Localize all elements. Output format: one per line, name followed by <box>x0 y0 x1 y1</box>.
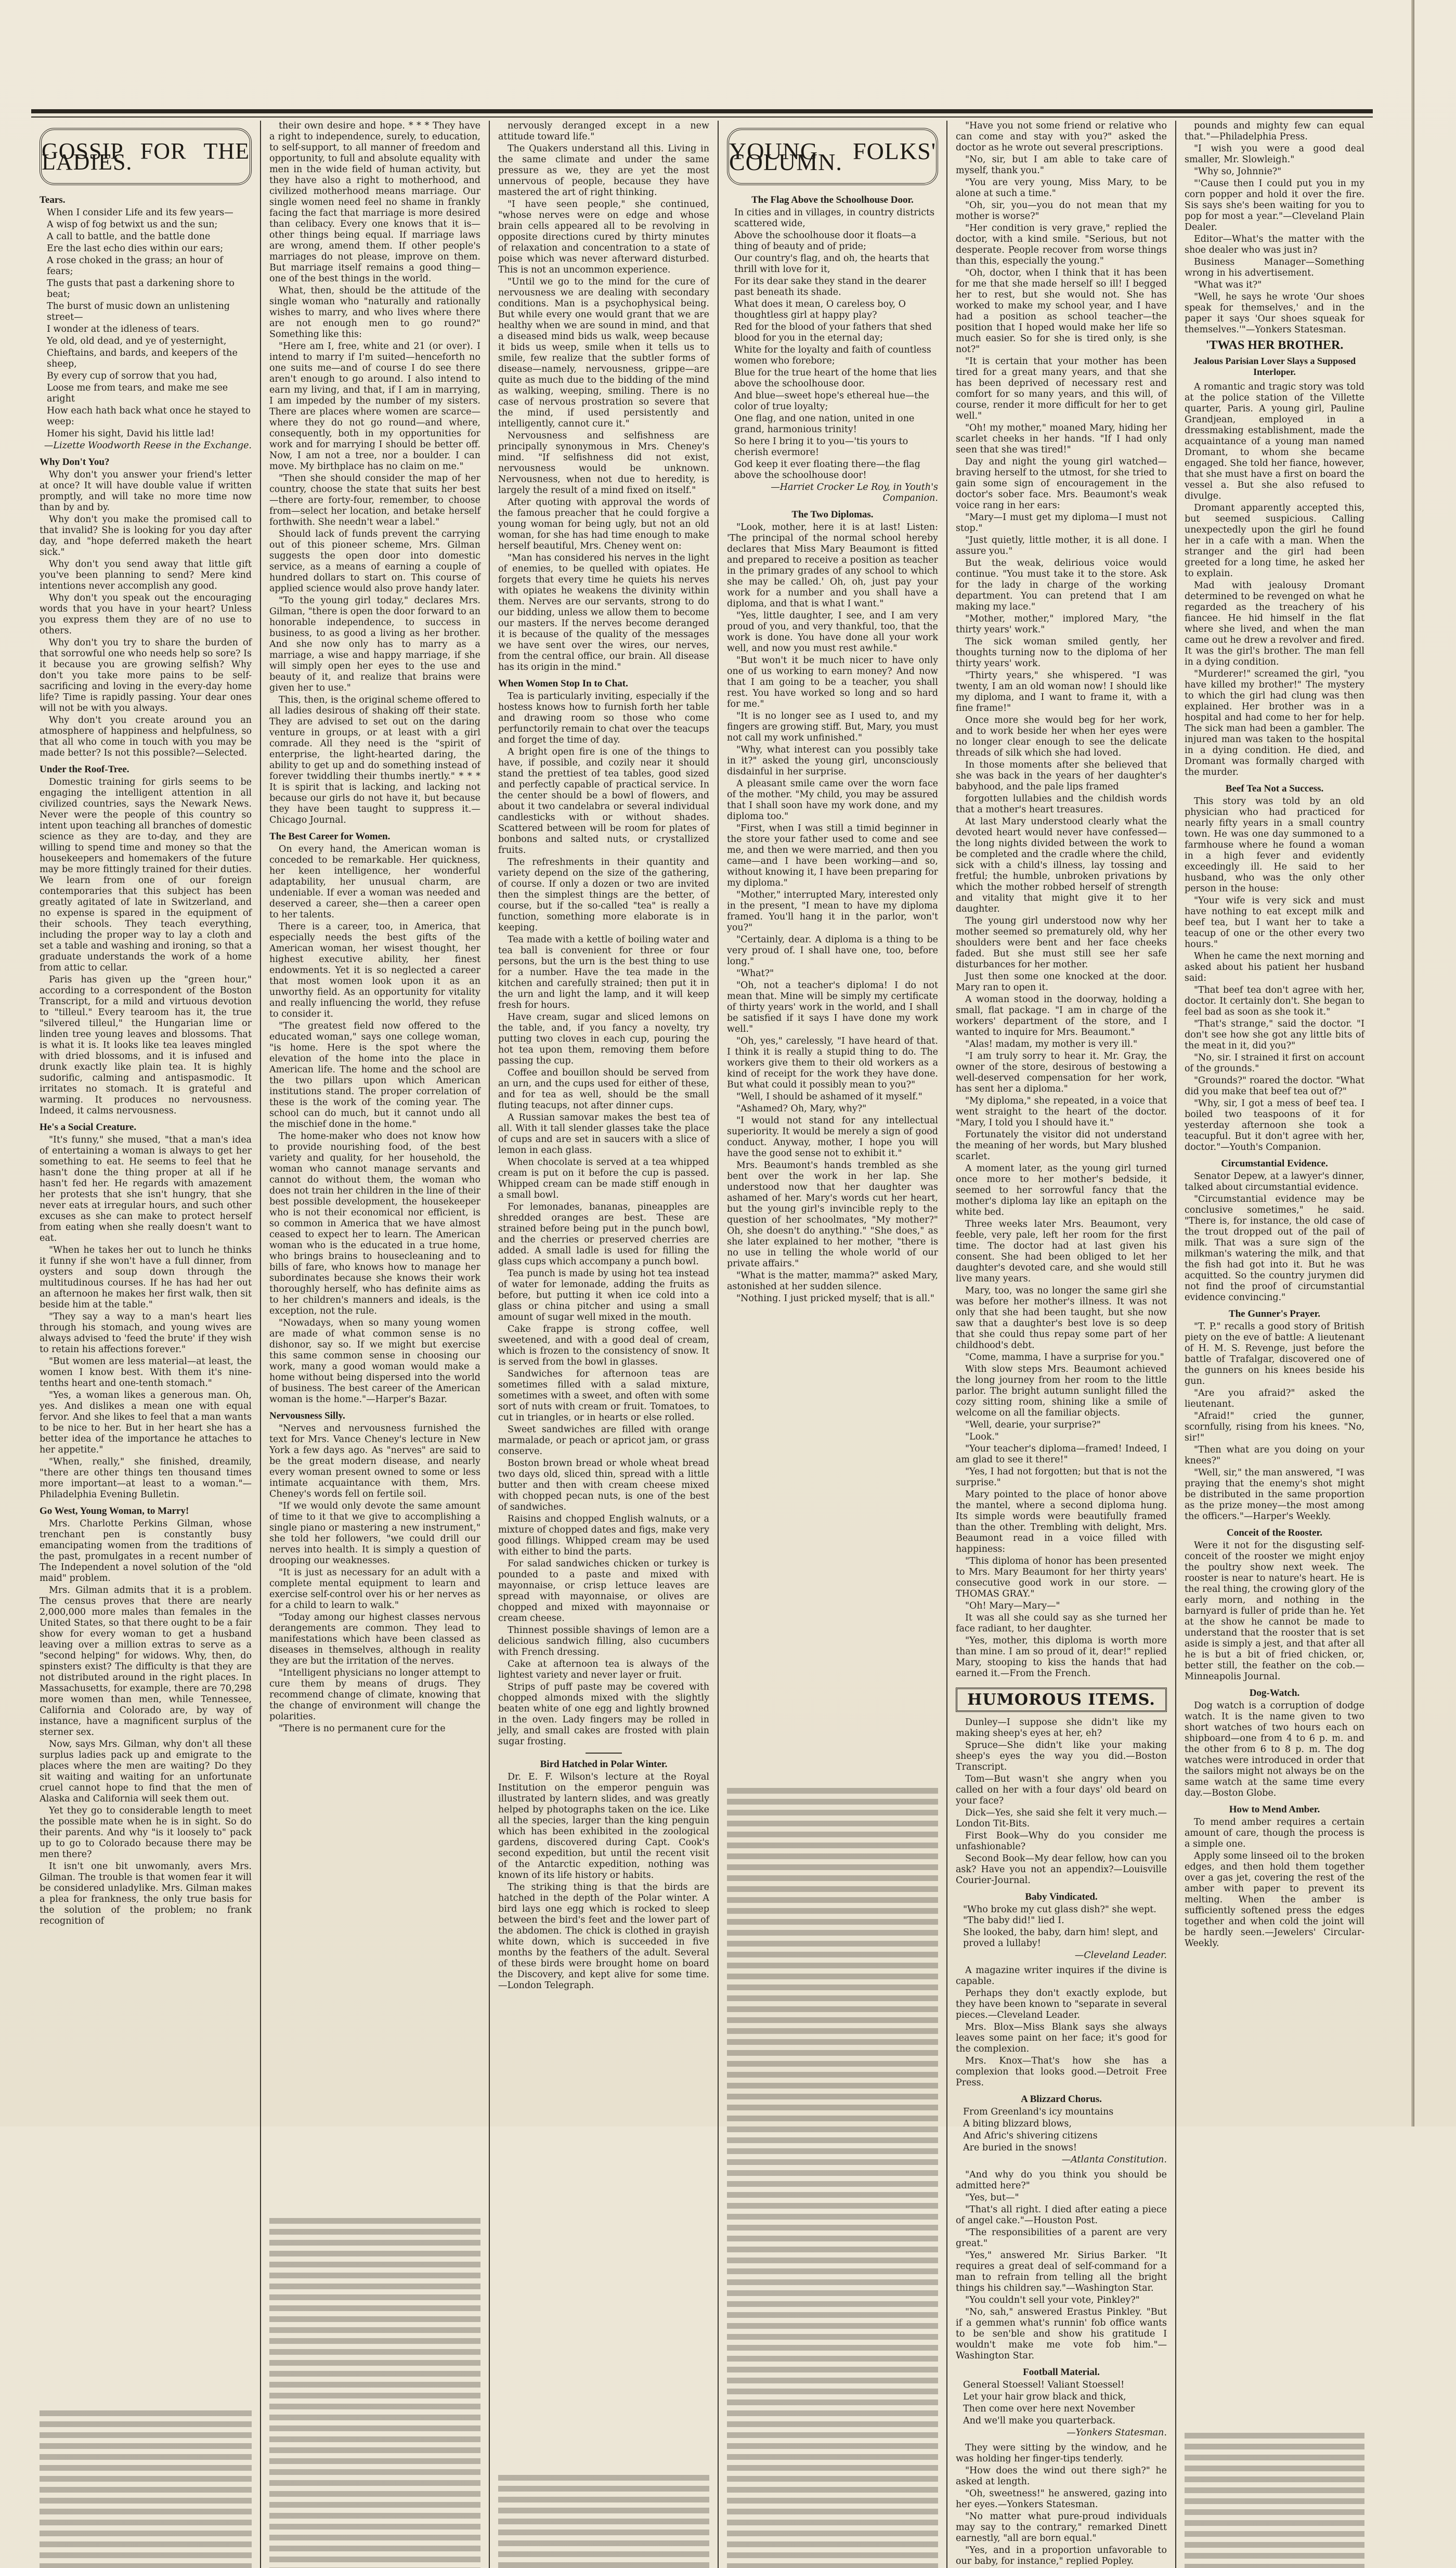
paragraph: "You are very young, Miss Mary, to be alone at such a time." <box>956 177 1167 199</box>
paragraph: A call to battle, and the battle done <box>47 231 211 242</box>
column-1 <box>31 121 260 2568</box>
paragraph: And Afric's shivering citizens <box>963 2131 1098 2141</box>
paragraph: "It is no longer see as I used to, and my fingers are growing stiff. But, Mary, you must not call my work unfinished." <box>727 711 938 743</box>
paragraph: their own desire and hope. * * * They have a right to independence, surely, to education, to self-support, to all manner of freedom and opportunity, to full and absolute equality with men in the wide field of human activity, but they have also a right to motherhood, and civilized motherhood means marriage. Our single women need feel no shame in frankly facing the fact that marriage is more desired than celibacy. Every one knows that it is—other things being equal. If marriage laws are wrong, amend them. If other people's marriages do not please, improve on them. But marriage itself remains a good thing—one of the best things in the world. <box>269 121 480 284</box>
paragraph: Day and night the young girl watched—braving herself to the utmost, for she tried to gain some sign of encouragement in the doctor's sober face. Mrs. Beaumont's weak voice rang in her ears: <box>956 457 1167 511</box>
young-folks-banner: YOUNG FOLKS' COLUMN. <box>727 128 938 185</box>
why-title: Why Don't You? <box>40 457 110 468</box>
paragraph: "Oh, not a teacher's diploma! I do not mean that. Mine will be simply my certificate of thirty years' work in the world, and I shall be satisfied if it says I have done my work well." <box>727 980 938 1034</box>
paragraph: "Yes, mother, this diploma is worth more than mine. I am so proud of it, dear!" replied Mary, stooping to kiss the hands that had earned it.—From the French. <box>956 1636 1167 1679</box>
paragraph: After quoting with approval the words of the famous preacher that he could forgive a young woman for being ugly, but not an old woman, for she has had time enough to make herself beautiful, Mrs. Cheney went on: <box>498 497 709 551</box>
paragraph: Tom—But wasn't she angry when you called on her with a four days' old beard on your face? <box>956 1774 1167 1806</box>
gunner-title: The Gunner's Prayer. <box>1228 1308 1321 1319</box>
paragraph: Mrs. Beaumont's hands trembled as she bent over the work in her lap. She understood now that her daughter was ashamed of her. Mary's words cut her heart, but the young girl's invincible reply to the question of her schoolmates, "My mother?" Oh, she doesn't do anything." "She does," as she later explained to her mother, "there is no use in telling the whole world of our private affairs." <box>727 1160 938 1269</box>
brother-title: 'TWAS HER BROTHER. <box>1205 339 1344 352</box>
football-poem <box>956 2380 1167 2427</box>
paragraph: When I consider Life and its few years— <box>47 207 233 218</box>
paragraph: "Certainly, dear. A diploma is a thing to be very proud of. I shall have one, too, before long." <box>727 935 938 967</box>
paragraph: Sweet sandwiches are filled with orange marmalade, or peach or apricot jam, or grass conserve. <box>498 1424 709 1457</box>
circumstantial-body <box>1185 1171 1364 1303</box>
paragraph: "This diploma of honor has been presented to Mrs. Mary Beaumont for her thirty years' consecutive good work in our store. —THOMAS GRAY." <box>956 1556 1167 1599</box>
tea-body <box>498 691 709 1747</box>
paragraph: Have cream, sugar and sliced lemons on the table, and, if you fancy a novelty, try putting two cloves in each cup, pouring the hot tea upon them, removing them before passing the cup. <box>498 1012 709 1066</box>
paragraph: They were sitting by the window, and he was holding her finger-tips tenderly. <box>956 2443 1167 2464</box>
paragraph: "When he takes her out to lunch he thinks it funny if she won't have a full dinner, from oysters and soup down through the multitudinous courses. If he has had her out an afternoon he makes her first walk, then sit beside him at the table." <box>40 1245 252 1310</box>
rooster-title: Conceit of the Rooster. <box>1227 1527 1322 1538</box>
flag-poem <box>727 207 938 481</box>
paragraph: "I wish you were a good deal smaller, Mr. Slowleigh." <box>1185 144 1364 165</box>
paragraph: A moment later, as the young girl turned once more to her mother's bedside, it seemed to her sorrowful fancy that the mother's diploma lay like an epitaph on the white bed. <box>956 1163 1167 1217</box>
paragraph: "No, sir, but I am able to take care of myself, thank you." <box>956 154 1167 176</box>
dog-watch-body <box>1185 1701 1364 1799</box>
paragraph: Cake at afternoon tea is always of the lightest variety and never layer or fruit. <box>498 1659 709 1680</box>
west-title: Go West, Young Woman, to Marry! <box>40 1506 189 1516</box>
paragraph: "Why, what interest can you possibly take in it?" asked the young girl, unconsciously disdainful in her surprise. <box>727 745 938 777</box>
tears-title: Tears. <box>40 194 66 205</box>
paragraph: How each hath back what once he stayed to weep: <box>47 406 251 427</box>
paragraph: It isn't one bit unwomanly, avers Mrs. Gilman. The trouble is that women fear it will be considered unladylike. Mrs. Gilman makes a plea for frankness, the only true basis for the solution of the problem; no frank recognition of <box>40 1861 252 1926</box>
paragraph: For its dear sake they stand in the dearer past beneath its shade. <box>734 276 927 297</box>
paragraph: "What is the matter, mamma?" asked Mary, astonished at her sudden silence. <box>727 1270 938 1292</box>
paragraph: "There is no permanent cure for the <box>279 1723 446 1734</box>
football-signature: —Yonkers Statesman. <box>1067 2428 1167 2438</box>
paragraph: And blue—sweet hope's ethereal hue—the color of true loyalty; <box>734 391 929 412</box>
paragraph: The striking thing is that the birds are hatched in the depth of the Polar winter. A bird lays one egg which is rocked to sleep between the bird's feet and the lower part of the abdomen. The chick is clothed in grayish white down, which is succeeded in five months by the feathers of the adult. Several of these birds were brought home on board the Discovery, and kept alive for some time.—London Telegraph. <box>498 1882 709 1991</box>
paragraph: "That's strange," said the doctor. "I don't see how she got any little bits of the meat in it, did you?" <box>1185 1019 1364 1051</box>
diplomas-title: The Two Diplomas. <box>791 509 874 520</box>
paragraph: When he came the next morning and asked about his patient her husband said: <box>1185 951 1365 983</box>
paragraph: Domestic training for girls seems to be engaging the intelligent attention in all civilized countries, says the Newark News. Never were the people of this country so intent upon teaching all branches of domestic science as they are to-day, and they are willing to spend time and money so that the housekeepers and homemakers of the future may be more fittingly trained for their duties. We learn from one of our foreign contemporaries that this subject has been greatly agitated of late in Switzerland, and no expense is spared in the equipment of their schools. They teach everything, including the proper way to lay a cloth and set a table and washing and ironing, so that a graduate understands the work of a home from attic to cellar. <box>40 777 252 973</box>
paragraph: Mrs. Charlotte Perkins Gilman, whose trenchant pen is constantly busy emancipating women from the traditions of the past, promulgates in a recent number of The Independent a novel solution of the "old maid" problem. <box>40 1519 252 1584</box>
football-body <box>956 2443 1167 2567</box>
paragraph: For lemonades, bananas, pineapples are shredded oranges are best. These are strained before being put in the punch bowl, and the cherries or preserved cherries are added. A small ladle is used for filling the glass cups which accompany a punch bowl. <box>498 1202 709 1267</box>
paragraph: "Oh! my mother," moaned Mary, hiding her scarlet cheeks in her hands. "If I had only seen that she was tired!" <box>956 423 1167 455</box>
column-4 <box>718 121 946 2568</box>
paragraph: Tea made with a kettle of boiling water and tea ball is convenient for three or four persons, but the urn is the best thing to use for a number. Have the tea made in the kitchen and carefully strained; then put it in the urn and light the lamp, and it will keep fresh for hours. <box>498 935 709 1010</box>
paragraph: "I would not stand for any intellectual superiority. It would be merely a sign of good conduct. Anyway, mother, I hope you will have the good sense not to exhibit it." <box>727 1116 938 1159</box>
paragraph: "Nowadays, when so many young women are made of what common sense is no dishonor, say so. If we might but exercise this same common sense in choosing our work, many a good woman would make a home without being dispersed into the world of business. The best career of the American woman is the home."—Harper's Bazar. <box>269 1318 480 1405</box>
paragraph: A Russian samovar makes the best tea of all. With it tall slender glasses take the place of cups and are set in saucers with a slice of lemon in each glass. <box>498 1112 709 1156</box>
tears-signature: —Lizette Woodworth Reese in the Exchange. <box>44 440 252 451</box>
paragraph: "Oh, yes," carelessly, "I have heard of that. I think it is really a stupid thing to do. The workers give them to their old workers as a kind of receipt for the work they have done. But what could it possibly mean to you?" <box>727 1036 938 1090</box>
paragraph: Fortunately the visitor did not understand the meaning of her words, but Mary blushed scarlet. <box>956 1130 1167 1162</box>
paragraph: The young girl understood now why her mother seemed so prematurely old, why her shoulders were bent and her face cheeks faded. But she must still see her safe disturbances for her mother. <box>956 916 1167 970</box>
paragraph: Mrs. Blox—Miss Blank says she always leaves some paint on her face; it's good for the complexion. <box>956 2022 1167 2054</box>
gilman-continued <box>269 121 480 826</box>
diplomas-continued-2 <box>956 794 1167 1679</box>
paragraph: "When, really," she finished, dreamily, "there are other things ten thousand times more important—at least to a woman."—Philadelphia Evening Bulletin. <box>40 1457 252 1500</box>
paragraph: "Come, mamma, I have a surprise for you." <box>965 1352 1164 1363</box>
paragraph: Senator Depew, at a lawyer's dinner, talked about circumstantial evidence. <box>1185 1171 1364 1192</box>
paragraph: The sick woman smiled gently, her thoughts turning now to the diploma of her thirty years' work. <box>956 637 1167 669</box>
paragraph: "Your teacher's diploma—framed! Indeed, I am glad to see it there!" <box>956 1444 1167 1465</box>
paragraph: At last Mary understood clearly what the devoted heart would never have confessed—the long nights divided between the work to be completed and the cradle where the child, sick with a child's illness, lay tossing and fretful; the humble, unbroken privations by which the mother robbed herself of strength and vitality that might give it to her daughter. <box>956 816 1167 914</box>
paragraph: Mary, too, was no longer the same girl she was before her mother's illness. It was not only that she had been taught, but she now saw that a daughter's best love is so deep that she could thus repay some part of her childhood's debt. <box>956 1286 1167 1351</box>
career-title: The Best Career for Women. <box>269 831 391 842</box>
paragraph: Cake frappe is strong coffee, well sweetened, and with a good deal of cream, which is frozen to the consistency of snow. It is served from the bowl in glasses. <box>498 1324 709 1367</box>
paragraph: Then come over here next November <box>963 2404 1135 2414</box>
tea-title: When Women Stop In to Chat. <box>498 678 628 689</box>
paragraph: "No, sah," answered Erastus Pinkley. "But if a gemmen what's runnin' fob office wants to be sen'ble and show his gratitude I wouldn't make me vote fob him."—Washington Star. <box>956 2307 1167 2361</box>
paragraph: In cities and in villages, in country districts scattered wide, <box>734 207 935 229</box>
paragraph: "It's funny," she mused, "that a man's idea of entertaining a woman is always to get her something to eat. He seems to feel that he hasn't done the thing proper at all if he hasn't fed her. He regards with amazement her protests that she isn't hungry, that she never eats at irregular hours, and such other excuses as she can make to protect herself from eating when she really doesn't want to eat. <box>40 1135 252 1243</box>
dog-watch-title: Dog-Watch. <box>1249 1688 1300 1698</box>
paragraph: I wonder at the idleness of tears. <box>47 324 200 334</box>
paragraph: "It is certain that your mother has been tired for a great many years, and that she has been deprived of necessary rest and comfort for so many years, and this will, of course, render it more difficult for her to get well." <box>956 356 1167 421</box>
social-title: He's a Social Creature. <box>40 1122 137 1133</box>
paragraph: Blue for the true heart of the home that lies above the schoolhouse door. <box>734 368 937 389</box>
paragraph: Mad with jealousy Dromant determined to be revenged on what he regarded as the treachery of his fiancee. He hid himself in the flat where she lived, and when the man came out he drew a revolver and fired. It was the girl's brother. The man fell in a dying condition. <box>1185 580 1364 667</box>
west-body <box>40 1519 252 1927</box>
blizzard-poem <box>956 2107 1167 2154</box>
column-5 <box>946 121 1175 2568</box>
paragraph: "Why so, Johnnie?" <box>1194 166 1282 177</box>
paragraph: "Well, I should be ashamed of it myself." <box>736 1092 922 1102</box>
paragraph: "That beef tea don't agree with her, doctor. It certainly don't. She began to feel bad as soon as she took it." <box>1185 985 1364 1017</box>
paragraph: Red for the blood of your fathers that shed blood for you in the eternal day; <box>734 322 932 343</box>
paragraph: "But won't it be much nicer to have only one of us working to earn money? And now that I am going to be a teacher, you shall rest. You have worked so long and so hard for me." <box>727 655 938 709</box>
paragraph: Above the schoolhouse door it floats—a thing of beauty and of pride; <box>734 230 917 252</box>
nervousness-body <box>269 1423 480 1734</box>
paragraph: "And why do you think you should be admitted here?" <box>956 2170 1167 2191</box>
paragraph: "Then what are you doing on your knees?" <box>1185 1445 1364 1466</box>
paragraph: "Well, dearie, your surprise?" <box>965 1420 1101 1430</box>
paragraph: "First, when I was still a timid beginner in the store your father used to come and see me, and then we were married, and then you came—and I have been working—and so, without knowing it, I have been preparing for my diploma." <box>727 823 938 888</box>
baby-body <box>956 1965 1167 2089</box>
paragraph: "Nothing. I just pricked myself; that is all." <box>736 1293 934 1304</box>
bird-body <box>498 1772 709 1991</box>
baby-signature: —Cleveland Leader. <box>1074 1950 1167 1961</box>
paragraph: "Mary—I must get my diploma—I must not stop." <box>956 512 1167 534</box>
paragraph: Tea punch is made by using hot tea instead of water for lemonade, adding the fruits as before, but putting it when ice cold into a glass or china pitcher and using a small amount of sugar well mixed in the mouth. <box>498 1268 709 1322</box>
paragraph: But the weak, delirious voice would continue. "You must take it to the store. Ask for the lady in charge of the working department. You can pretend that I am making my lace." <box>956 558 1167 612</box>
paragraph: Paris has given up the "green hour," according to a correspondent of the Boston Transcript, for a mild and virtuous devotion to "tilleul." Every tearoom has it, the true "silvered tilleul," the Hungarian lime or linden tree young leaves and blossoms. That is what it is. It looks like tea leaves mingled with dried blossoms, and it is infused and drunk exactly like plain tea. It is highly sudorific, calming and antispasmodic. It irritates no stomach. It is grateful and warming. It produces no nervousness. Indeed, it calms nervousness. <box>40 975 252 1116</box>
rooster-body <box>1185 1540 1364 1682</box>
paragraph: "Oh, sweetness!" he answered, gazing into her eyes.—Yonkers Statesman. <box>956 2488 1167 2510</box>
paragraph: The home-maker who does not know how to provide nourishing food, of the best variety and quality, for her household, the woman who cannot manage servants and cannot do without them, the woman who does not train her children in the line of their best possible development, the housekeeper who is not their economical nor efficient, is so common in America that we have almost ceased to expect her to learn. The American woman who is the educated in a true home, who brings brains to housecleaning and to bills of fare, who knows how to manage her subordinates because she knows their work thoroughly herself, who has definite aims as to her children's manners and ideals, is the exception, not the rule. <box>269 1131 480 1316</box>
paragraph: "The greatest field now offered to the educated woman," says one college woman, "is home. Here is the spot where the elevation of the home into the place in American life. The home and the school are the two pillars upon which American institutions stand. The proper correlation of these is the work of the coming year. The school can do much, but it cannot undo all the mischief done in the home." <box>269 1021 480 1130</box>
paragraph: First Book—Why do you consider me unfashionable? <box>956 1831 1167 1852</box>
paragraph: "It is just as necessary for an adult with a complete mental equipment to learn and exercise self-control over his or her nerves as for a child to learn to walk." <box>269 1567 480 1611</box>
paragraph: So here I bring it to you—'tis yours to cherish evermore! <box>734 436 908 458</box>
paragraph: This, then, is the original scheme offered to all ladies desirous of shaking off their state. They are advised to set out on the daring venture in groups, or at least with a girl comrade. All they need is the "spirit of enterprise, the light-hearted daring, the ability to get up and do something instead of forever twiddling their thumbs inertly." * * * It is spirit that is lacking, and lacking not because our girls do not have it, but because they have been taught to suppress it.—Chicago Journal. <box>269 695 480 825</box>
why-body <box>40 470 252 759</box>
paragraph: The gusts that past a darkening shore to beat; <box>47 278 235 300</box>
paragraph: "Yes," answered Mr. Sirius Barker. "It requires a great deal of self-command for a man to refrain from telling all the bright things his children say."—Washington Star. <box>956 2250 1167 2293</box>
amber-title: How to Mend Amber. <box>1229 1804 1320 1815</box>
paragraph: Editor—What's the matter with the shoe dealer who was just in? <box>1185 234 1364 255</box>
paragraph: Homer his sight, David his little lad! <box>47 429 215 439</box>
paragraph: On every hand, the American woman is conceded to be remarkable. Her quickness, her keen intelligence, her wonderful adaptability, her unusual charm, are undeniable. If ever a woman was needed and deserved a career, she—then a career open to her talents. <box>269 844 480 920</box>
paragraph: To mend amber requires a certain amount of care, though the process is a simple one. <box>1185 1817 1364 1849</box>
paragraph: For salad sandwiches chicken or turkey is pounded to a paste and mixed with mayonnaise, or crisp lettuce leaves are spread with mayonnaise, or olives are chopped and mixed with mayonnaise or cream cheese. <box>498 1559 709 1624</box>
column-text-continuation <box>498 2475 709 2568</box>
paragraph: "How does the wind out there sigh?" he asked at length. <box>956 2466 1167 2487</box>
column-text-continuation <box>269 2218 480 2568</box>
paragraph: Sandwiches for afternoon teas are sometimes filled with a salad mixture, sometimes with a sweet, and often with some sort of nuts with cream or fruit. Tomatoes, to cut in triangles, or in hearts or else rolled. <box>498 1369 709 1423</box>
paragraph: Apply some linseed oil to the broken edges, and then hold them together over a gas jet, covering the rest of the amber with paper to prevent its melting. When the amber is sufficiently softened press the edges together and when cold the joint will be hardly seen.—Jewelers' Circular-Weekly. <box>1185 1851 1364 1949</box>
page-binding-edge <box>1411 0 1414 2126</box>
masthead-rule-thin <box>31 116 1373 118</box>
paragraph: "'Cause then I could put you in my corn popper and hold it over the fire. Sis says she's been waiting for you to pop for most a year."—Cleveland Plain Dealer. <box>1185 178 1364 232</box>
section-divider <box>586 1753 622 1754</box>
blizzard-signature: —Atlanta Constitution. <box>1061 2155 1167 2165</box>
paragraph: Yet they go to considerable length to meet the possible mate when he is in sight. So do their parents. And why "is it loosely to" pack up to go to Colorado because there may be men there? <box>40 1806 252 1860</box>
blizzard-body <box>956 2170 1167 2362</box>
paragraph: Nervousness and selfishness are principally synonymous in Mrs. Cheney's mind. "If selfishness did not exist, nervousness would be unknown. Nervousness, when not due to heredity, is largely the result of a mind fixed on itself." <box>498 431 709 496</box>
paragraph: Coffee and bouillon should be served from an urn, and the cups used for either of these, and for tea as well, should be the small fluting teacups, not after dinner cups. <box>498 1068 709 1111</box>
blizzard-title: A Blizzard Chorus. <box>1021 2094 1102 2105</box>
paragraph: "Her condition is very grave," replied the doctor, with a kind smile. "Serious, but not desperate. People recover from worse things than this, especially the young." <box>956 223 1167 266</box>
paragraph: Should lack of funds prevent the carrying out of this pioneer scheme, Mrs. Gilman suggests the open door into domestic service, as a means of earning a couple of hundred dollars to start on. This course of applied science would also prove handy later. <box>269 529 480 594</box>
paragraph: She looked, the baby, darn him! slept, and proved a lullaby! <box>963 1927 1158 1949</box>
column-6 <box>1175 121 1373 2568</box>
baby-poem <box>956 1904 1167 1949</box>
paragraph: "That's all right. I died after eating a piece of angel cake."—Houston Post. <box>956 2204 1167 2226</box>
paragraph: "Yes, I had not forgotten; but that is not the surprise." <box>956 1467 1167 1488</box>
column-text-continuation <box>727 1788 938 2568</box>
nervousness-continued <box>498 121 709 673</box>
paragraph: Three weeks later Mrs. Beaumont, very feeble, very pale, left her room for the first time. The doctor had at last given his consent. She had been obliged to let her daughter's devoted care, and she would still live many years. <box>956 1219 1167 1284</box>
paragraph: Strips of puff paste may be covered with chopped almonds mixed with the slightly beaten white of one egg and lightly browned in the oven. Lady fingers may be rolled in jelly, and small cakes are frosted with plain sugar frosting. <box>498 1682 709 1747</box>
paragraph: A magazine writer inquires if the divine is capable. <box>956 1965 1167 1987</box>
paragraph: "Then she should consider the map of her country, choose the state that suits her best—there are forty-four, remember, to choose from—select her location, and betake herself forthwith. She needn't wear a label." <box>269 473 480 527</box>
paragraph: Dog watch is a corruption of dodge watch. It is the name given to two short watches of two hours each on shipboard—one from 4 to 6 p. m. and the other from 6 to 8 p. m. The dog watches were introduced in order that the sailors might not always be on the same watch at the same time every day.—Boston Globe. <box>1185 1701 1364 1798</box>
paragraph: "Oh! Mary—Mary—" <box>965 1601 1060 1611</box>
paragraph: Mrs. Gilman admits that it is a problem. The census proves that there are nearly 2,000,000 more males than females in the United States, so that there ought to be a fair show for every woman to get a husband leaving over a million extras to serve as a "second helping" for widows. Why, then, do spinsters exist? The difficulty is that they are not distributed around in the right places. In Massachusetts, for example, there are 70,298 more women than men, while Tennessee, California and Colorado are, by way of instance, have a magnificent surplus of the sterner sex. <box>40 1585 252 1737</box>
paragraph: Mrs. Knox—That's how she has a complexion that looks good.—Detroit Free Press. <box>956 2056 1167 2088</box>
paragraph: The refreshments in their quantity and variety depend on the size of the gathering, of course. If only a dozen or two are invited then the simplest things are the better, of course, but if the so-called "tea" is really a function, something more elaborate is in keeping. <box>498 857 709 933</box>
career-body <box>269 844 480 1405</box>
paragraph: Ere the last echo dies within our ears; <box>47 243 224 254</box>
column-2 <box>260 121 489 2568</box>
paragraph: What does it mean, O careless boy, O thoughtless girl at happy play? <box>734 299 906 320</box>
column-3 <box>489 121 718 2568</box>
paragraph: "Mother, mother," implored Mary, "the thirty years' work." <box>956 614 1167 635</box>
paragraph: "Alas! madam, my mother is very ill." <box>965 1039 1138 1049</box>
paragraph: "Oh, doctor, when I think that it has been for me that she made herself so ill! I begged her to rest, but she would not. She has worked to make my school year, and I have had a position as school teacher—the position that I hoped would make her life so much easier. So for she is tired only, is she not?" <box>956 268 1167 355</box>
masthead-rule <box>31 109 1373 113</box>
paragraph: "Oh, sir, you—you do not mean that my mother is worse?" <box>956 200 1167 222</box>
paragraph: Once more she would beg for her work, and to work beside her when her eyes were no longer clear enough to see the delicate threads of silk which she had loved. <box>956 715 1167 758</box>
paragraph: "T. P." recalls a good story of British piety on the eve of battle: A lieutenant of H. M. S. Revenge, just before the battle of Trafalgar, discovered one of the gunners on his knees beside his gun. <box>1185 1321 1364 1386</box>
brother-body <box>1185 382 1364 778</box>
paragraph: Why don't you speak out the encouraging words that you have in your heart? Unless you express them they are of no use to others. <box>40 593 252 636</box>
paragraph: "If we would only devote the same amount of time to it that we give to accomplishing a single piano or mastering a new instrument," she told her followers, "we could drill our nerves into health. It is simply a question of drooping our weaknesses. <box>269 1501 480 1566</box>
paragraph: "Well, sir," the man answered, "I was praying that the enemy's shot might be distributed in the same proportion as the prize money—the most among the officers."—Harper's Weekly. <box>1185 1468 1364 1522</box>
paragraph: Our country's flag, and oh, the hearts that thrill with love for it, <box>734 253 929 275</box>
paragraph: pounds and mighty few can equal that."—Philadelphia Press. <box>1185 121 1364 142</box>
paragraph: "Look." <box>965 1432 999 1442</box>
paragraph: Were it not for the disgusting self-conceit of the rooster we might enjoy the poultry show next week. The rooster is near to nature's heart. He is the real thing, the crowing glory of the early morn, and nothing in the barnyard is fuller of pride than he. Yet at the show he cannot be made to understand that the rooster that is set aside is simply a jest, and that after all he is but a bit of fried chicken, or, better still, the feather on the cob.—Minneapolis Journal. <box>1185 1540 1364 1682</box>
humor-body <box>956 1717 1167 1886</box>
paragraph: Why don't you answer your friend's letter at once? It will have double value if written promptly, and will take no more time now than by and by. <box>40 470 252 513</box>
paragraph: "But women are less material—at least, the women I know best. With them it's nine-tenths heart and one-tenth stomach." <box>40 1356 252 1389</box>
paragraph: Raisins and chopped English walnuts, or a mixture of chopped dates and figs, make very good fillings. Whipped cream may be used with either to bind the parts. <box>498 1514 709 1557</box>
paragraph: Now, says Mrs. Gilman, why don't all these surplus ladies pack up and emigrate to the places where the men are waiting? Do they sit waiting and waiting for an unfortunate cruel cannot hope to find that the men of Alaska and California will seek them out. <box>40 1739 252 1804</box>
paragraph: "To the young girl today," declares Mrs. Gilman, "there is open the door forward to an honorable independence, to success in business, to as good a living as her brother. And she now only has to marry as a marriage, a wise and happy marriage, if she will simply open her eyes to the use and beauty of it, and realize that brains were given her to use." <box>269 595 480 693</box>
paragraph: "What was it?" <box>1194 280 1262 290</box>
paragraph: Mary pointed to the place of honor above the mantel, where a second diploma hung. Its simple words were beautifully framed than the other. Trembling with delight, Mrs. Beaumont read in a voice filled with happiness: <box>956 1489 1167 1554</box>
column-text-continuation <box>40 2410 252 2568</box>
paragraph: With slow steps Mrs. Beaumont achieved the long journey from her room to the little parlor. The bright autumn sunlight filled the cozy sitting room, shining like a smile of welcome on all the familiar objects. <box>956 1364 1167 1418</box>
paragraph: "What?" <box>736 968 774 979</box>
paragraph: There is a career, too, in America, that especially needs the best gifts of the American woman, her wisest thought, her highest executive ability, her finest endowments. Yet it is so neglected a career that most women look upon it as an unworthy field. As an opportunity for vitality and really influencing the world, they refuse to consider it. <box>269 922 480 1019</box>
beef-tea-title: Beef Tea Not a Success. <box>1225 783 1324 794</box>
paragraph: Dick—Yes, she said she felt it very much.—London Tit-Bits. <box>956 1808 1167 1829</box>
beef-tea-body <box>1185 796 1364 1153</box>
paragraph: Perhaps they don't exactly explode, but they have been known to "separate in several pieces.—Cleveland Leader. <box>956 1988 1167 2020</box>
paragraph: Why don't you try to share the burden of that sorrowful one who needs help so sore? Is it because you are growing selfish? Why don't you take more pains to be self-sacrificing and loving in the every-day home life? Time is rapidly passing. Your dear ones will not be with you always. <box>40 638 252 714</box>
paragraph: "Today among our highest classes nervous derangements are common. They lead to manifestations which have been classed as diseases in themselves, although in reality they are but the irritation of the nerves. <box>269 1612 480 1666</box>
paragraph: Let your hair grow black and thick, <box>963 2392 1126 2402</box>
paragraph: "I am truly sorry to hear it. Mr. Gray, the owner of the store, desirous of bestowing a well-deserved compensation for her work, has sent her a diploma." <box>956 1051 1167 1094</box>
paragraph: By every cup of sorrow that you had, <box>47 371 217 381</box>
paragraph: Are buried in the snows! <box>963 2143 1077 2153</box>
paragraph: "Are you afraid?" asked the lieutenant. <box>1185 1388 1364 1409</box>
paragraph: A woman stood in the doorway, holding a small, flat package. "I am in charge of the workers' department of the store, and I wanted to inquire for Mrs. Beaumont." <box>956 994 1167 1037</box>
paragraph: "No matter what pure-proud individuals may say to the contrary," remarked Dinett earnestly, "all are born equal." <box>956 2511 1167 2544</box>
paragraph: Ye old, old dead, and ye of yesternight, <box>47 336 227 346</box>
flag-signature: —Harriet Crocker Le Roy, in Youth's Companion. <box>771 482 938 503</box>
paragraph: "Yes, little daughter, I see, and I am very proud of you, and very thankful, too, that the work is done. You have done all your work well, and now you must rest awhile." <box>727 611 938 654</box>
paragraph: Why don't you send away that little gift you've been planning to send? Mere kind intentions never accomplish any good. <box>40 559 252 591</box>
paragraph: "Yes, but—" <box>965 2193 1019 2203</box>
paragraph: "No, sir. I strained it first on account of the grounds." <box>1185 1053 1364 1074</box>
paragraph: "Circumstantial evidence may be conclusive sometimes," he said. "There is, for instance, the old case of the trout dropped out of the pail of milk. That was a sure sign of the milkman's watering the milk, and that the fish had got into it. But he was acquitted. So the country jurymen did not find the proof of circumstantial evidence convincing." <box>1185 1194 1364 1303</box>
column-text-continuation <box>1185 2433 1364 2568</box>
paragraph: "Who broke my cut glass dish?" she wept. "The baby did!" lied I. <box>963 1904 1156 1926</box>
paragraph: "Yes, a woman likes a generous man. Oh, yes. And dislikes a mean one with equal fervor. And she likes to feel that a man wants to be nice to her. But in her heart she has a better idea of the importance he attaches to her appetite." <box>40 1390 252 1455</box>
paragraph: "Intelligent physicians no longer attempt to cure them by means of drugs. They recommend change of climate, knowing that the change of environment will change the polarities. <box>269 1668 480 1722</box>
paragraph: "Just quietly, little mother, it is all done. I assure you." <box>956 535 1167 556</box>
paragraph: Dunley—I suppose she didn't like my making sheep's eyes at her, eh? <box>956 1717 1167 1739</box>
paragraph: From Greenland's icy mountains <box>963 2107 1114 2117</box>
paragraph: This story was told by an old physician who had practiced for nearly fifty years in a small country town. He was one day summoned to a farmhouse where he found a woman in a high fever and evidently exceedingly ill. He said to her husband, who was the only other person in the house: <box>1185 796 1364 894</box>
paragraph: "Afraid!" cried the gunner, scornfully, rising from his knees. "No, sir!" <box>1185 1411 1364 1443</box>
humorous-items-heading: HUMOROUS ITEMS. <box>956 1688 1167 1712</box>
paragraph: Why don't you create around you an atmosphere of happiness and helpfulness, so that all who come in touch with you may be made better? Is not this possible?—Selected. <box>40 715 252 758</box>
paragraph: nervously deranged except in a new attitude toward life." <box>498 121 709 142</box>
roof-title: Under the Roof-Tree. <box>40 764 129 775</box>
paragraph: Business Manager—Something wrong in his advertisement. <box>1185 257 1364 278</box>
paragraph: "Mother," interrupted Mary, interested only in the present, "I mean to have my diploma framed. You'll hang it in the parlor, won't you?" <box>727 890 938 933</box>
paragraph: General Stoessel! Valiant Stoessel! <box>963 2380 1125 2390</box>
paragraph: Tea is particularly inviting, especially if the hostess knows how to furnish forth her table and drawing room so those who come perfunctorily remain to chat over the teacups and forget the time of day. <box>498 691 709 745</box>
paragraph: A bright open fire is one of the things to have, if possible, and cozily near it should stand the prettiest of tea tables, good sized and perfectly capable of practical service. In the center should be a bowl of flowers, and about it two candelabra or several individual candlesticks with or without shades. Scattered between will be room for plates of bonbons and salted nuts, or crystallized fruits. <box>498 747 709 855</box>
paragraph: Boston brown bread or whole wheat bread two days old, sliced thin, spread with a little butter and then with cream cheese mixed with chopped pecan nuts, is one of the best of sandwiches. <box>498 1458 709 1512</box>
paragraph: Spruce—She didn't like your making sheep's eyes the way you did.—Boston Transcript. <box>956 1740 1167 1772</box>
paragraph: Chieftains, and bards, and keepers of the sheep, <box>47 348 238 369</box>
paragraph: "Grounds?" roared the doctor. "What did you make that beef tea out of?" <box>1185 1075 1364 1097</box>
tears-poem <box>40 207 252 439</box>
football-title: Football Material. <box>1023 2367 1100 2378</box>
paragraph: "Why, sir, I got a mess of beef tea. I boiled two teaspoons of it for yesterday afternoon she took a teacupful. But it don't agree with her, doctor."—Youth's Companion. <box>1185 1098 1364 1152</box>
gossip-banner: GOSSIP FOR THE LADIES. <box>40 128 252 185</box>
paragraph: A romantic and tragic story was told at the police station of the Villette quarter, Paris. A young girl, Pauline Grandjean, employed in a dressmaking establishment, made the acquaintance of a young man named Dromant, to whom she became engaged. She told her fiance, however, that she must have a first on board the vessel a. But she also refused to divulge. <box>1185 382 1364 501</box>
paragraph: God keep it ever floating there—the flag above the schoolhouse door! <box>734 459 920 481</box>
paragraph: A pleasant smile came over the worn face of the mother. "My child, you may be assured that I shall soon have my work done, and my diploma too." <box>727 779 938 822</box>
paragraph: Dr. E. F. Wilson's lecture at the Royal Institution on the emperor penguin was illustrated by lantern slides, and was greatly helped by photographs taken on the ice. Like all the species, larger than the king penguin which has been exhibited in the zoological gardens, discovered during Capt. Cook's second expedition, but until the recent visit of the Antarctic expedition, nothing was known of its life history or habits. <box>498 1772 709 1880</box>
gunner-body <box>1185 1321 1364 1522</box>
paragraph: "They say a way to a man's heart lies through his stomach, and young wives are always advised to 'feed the brute' if they wish to retain his affections forever." <box>40 1312 252 1355</box>
paragraph: Just then some one knocked at the door. Mary ran to open it. <box>956 971 1167 993</box>
column-grid <box>31 121 1373 2566</box>
paragraph: "Nerves and nervousness furnished the text for Mrs. Vance Cheney's lecture in New York a few days ago. As "nerves" are said to be the great modern disease, and nearly every woman present owned to some or less intimate acquaintance with them, Mrs. Cheney's words fell on fertile soil. <box>269 1423 480 1499</box>
paragraph: "Man has considered his nerves in the light of enemies, to be quelled with opiates. He forgets that every time he quiets his nerves with opiates he weakens the divinity within them. Nerves are our servants, strong to do our bidding, unless we allow them to become our masters. If the nerves become deranged it is because of the quality of the messages we have sent over the wires, our nerves, from the central office, our brain. All disease has its origin in the mind." <box>498 553 709 672</box>
paragraph: The Quakers understand all this. Living in the same climate and under the same pressure as we, they are yet the most unnervous of people, because they have mastered the art of right thinking. <box>498 144 709 198</box>
roof-body <box>40 777 252 1117</box>
humor-continued <box>1185 121 1364 335</box>
diplomas-body <box>727 522 938 1304</box>
paragraph: "My diploma," she repeated, in a voice that went straight to the heart of the doctor. "Mary, I told you I should have it." <box>956 1096 1167 1128</box>
paragraph: White for the loyalty and faith of countless women who forebore; <box>734 345 931 366</box>
paragraph: It was all she could say as she turned her face radiant, to her daughter. <box>956 1613 1167 1634</box>
amber-body <box>1185 1817 1364 1949</box>
diplomas-continued-1 <box>956 121 1167 793</box>
paragraph: "You couldn't sell your vote, Pinkley?" <box>965 2295 1140 2305</box>
paragraph: "Have you not some friend or relative who can come and stay with you?" asked the doctor as he wrote out several prescriptions. <box>956 121 1167 153</box>
paragraph: A wisp of fog betwixt us and the sun; <box>47 219 218 230</box>
baby-title: Baby Vindicated. <box>1025 1891 1098 1902</box>
paragraph: "Until we go to the mind for the cure of nervousness we are dealing with secondary conditions. Man is a psychophysical being. But while every one would grant that we are healthy when we are sound in mind, and that a diseased mind bids us walk, weep because it bids us weep, smile when it tells us to smile, few realize that the subtler forms of disease—namely, nervousness, grippe—are quite as much due to the bidding of the mind as walking, weeping, smiling. There is no case of nervous prostration so severe that the mind, if used persistently and intelligently, cannot cure it." <box>498 277 709 429</box>
paragraph: Second Book—My dear fellow, how can you ask? Have you not an appendix?—Louisville Courier-Journal. <box>956 1853 1167 1886</box>
social-body <box>40 1135 252 1500</box>
paragraph: "Here am I, free, white and 21 (or over). I intend to marry if I'm suited—henceforth no one suits me—and of course I do see there aren't enough to go around. I also intend to earn my living, and that, if I am in marrying, I am impeded by the number of my sisters. There are places where women are scarce—where they do not go round—and where, consequently, both in my opportunities for work and for marrying I should be better off. Now, I am not a tree, nor a boulder. I can move. My birthplace has no claim on me." <box>269 341 480 472</box>
paragraph: "I have seen people," she continued, "whose nerves were on edge and whose brain cells appeared all to be revolving in opposite directions cured by thirty minutes of relaxation and concentration to a state of poise which was never afterward disturbed. This is not an uncommon experience. <box>498 199 709 275</box>
paragraph: "Ashamed? Oh, Mary, why?" <box>736 1104 867 1114</box>
paragraph: In those moments after she believed that she was back in the years of her daughter's babyhood, and the pale lips framed <box>956 760 1167 792</box>
paragraph: And we'll make you quarterback. <box>963 2416 1116 2426</box>
paragraph: Dromant apparently accepted this, but seemed suspicious. Calling unexpectedly upon the girl he found her in a cafe with a man. When the stranger and the girl had been greeted for a long time, he asked her to explain. <box>1185 503 1364 579</box>
paragraph: "Murderer!" screamed the girl, "you have killed my brother!" The mystery to which the girl had clung was then explained. Her brother was in a hospital and had come to her for help. The sick man had been a gambler. The injured man was taken to the hospital in a dying condition. He died, and Dromant was formally charged with the murder. <box>1185 669 1364 777</box>
paragraph: "Thirty years," she whispered. "I was twenty, I am an old woman now! I should like my diploma, and I want to frame it, with a fine frame!" <box>956 670 1167 714</box>
paragraph: "Yes, and in a proportion unfavorable to our baby, for instance," replied Popley. <box>956 2545 1167 2566</box>
paragraph: "The responsibilities of a parent are very great." <box>956 2227 1167 2249</box>
paragraph: What, then, should be the attitude of the single woman who "naturally and rationally wishes to marry, and who lives where there are not enough men to go round?" Something like this: <box>269 286 480 340</box>
paragraph: One flag, and one nation, united in one grand, harmonious trinity! <box>734 413 915 435</box>
brother-deck: Jealous Parisian Lover Slays a Supposed Interloper. <box>1193 356 1356 377</box>
nervousness-title: Nervousness Silly. <box>269 1410 345 1421</box>
paragraph: Loose me from tears, and make me see aright <box>47 383 228 404</box>
paragraph: forgotten lullabies and the childish words that a mother's heart treasures. <box>956 794 1167 815</box>
bird-title: Bird Hatched in Polar Winter. <box>540 1759 668 1770</box>
paragraph: A rose choked in the grass; an hour of fears; <box>47 255 223 277</box>
paragraph: Thinnest possible shavings of lemon are a delicious sandwich filling, also cucumbers with French dressing. <box>498 1625 709 1657</box>
circumstantial-title: Circumstantial Evidence. <box>1221 1158 1328 1169</box>
paragraph: "Your wife is very sick and must have nothing to eat except milk and beef tea, but I want her to take a teacup of one or the other every two hours." <box>1185 896 1364 950</box>
paragraph: "Look, mother, here it is at last! Listen: 'The principal of the normal school hereby declares that Miss Mary Beaumont is fitted and prepared to receive a position as teacher in the primary grades of any school to which she may be called.' Oh, oh, just pay your work for a number and you shall have a diploma, and that is what I want." <box>727 522 938 609</box>
paragraph: The burst of music down an unlistening street— <box>47 301 230 322</box>
paragraph: "Well, he says he wrote 'Our shoes speak for themselves,' and in the paper it says 'Our shoes squeak for themselves.'"—Yonkers Statesman. <box>1185 292 1364 335</box>
paragraph: A biting blizzard blows, <box>963 2119 1072 2129</box>
flag-title: The Flag Above the Schoolhouse Door. <box>751 194 914 205</box>
paragraph: When chocolate is served at a tea whipped cream is put on it before the cup is passed. Whipped cream can be made stiff enough in a small bowl. <box>498 1157 709 1200</box>
paragraph: Why don't you make the promised call to that invalid? She is looking for you day after day, and "hope deferred maketh the heart sick." <box>40 514 252 557</box>
